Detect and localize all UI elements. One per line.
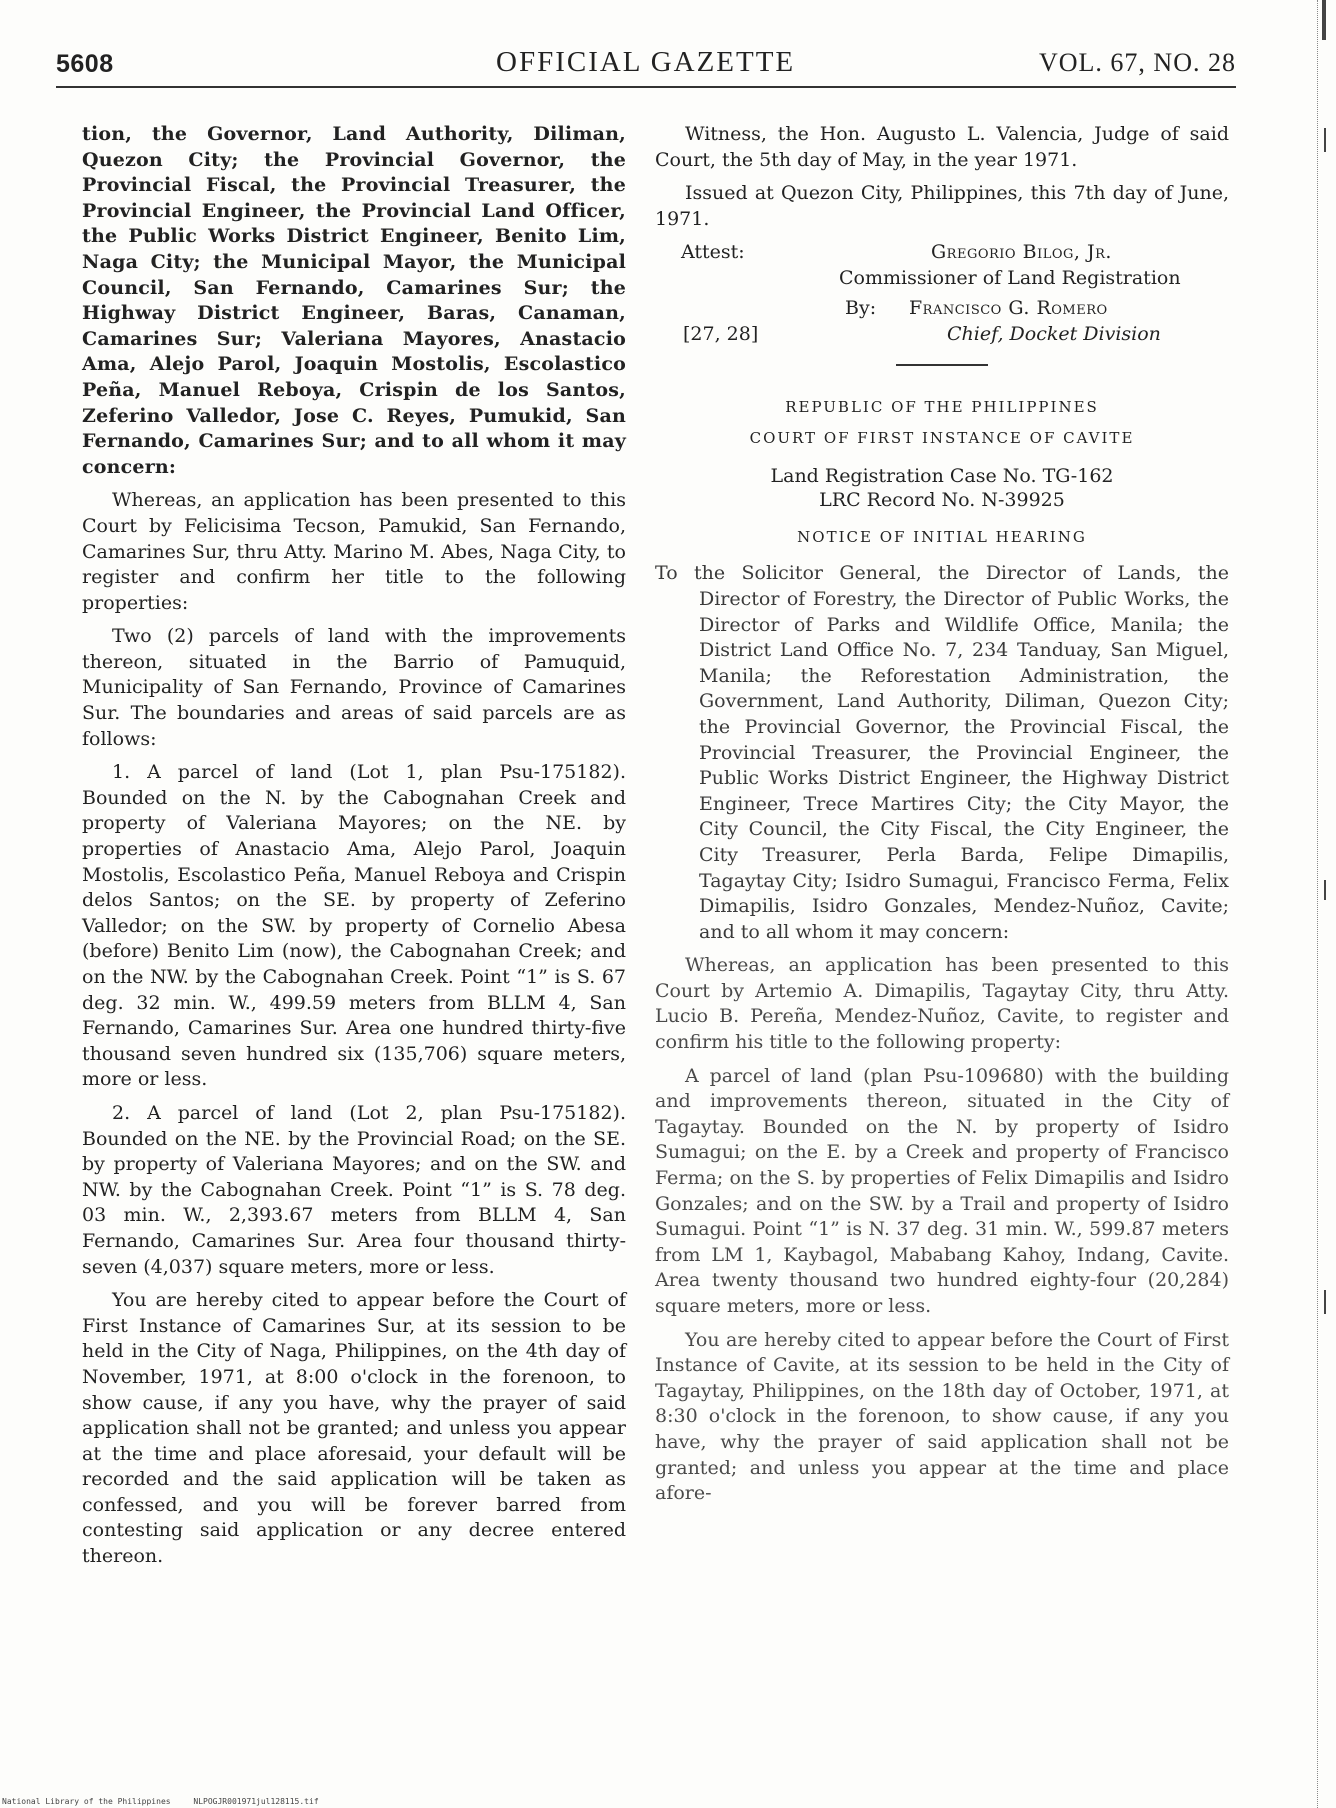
case-number: Land Registration Case No. TG-162	[770, 465, 1114, 488]
parcels-intro: Two (2) parcels of land with the improvements thereon, situated in the Barrio of Pamuquid, Municipality of San Fernando, Province of Camarines Sur. The boundaries and areas of said parcels are as follows:	[82, 625, 626, 750]
addressee-list: To the Solicitor General, the Director of Lands, the Director of Forestry, the Director of Public Works, the Director of Parks and Wildlife Office, Manila; the District Land Office No. 7, 234 Tanduay, San Miguel, Manila; the Reforestation Administration, the Government, Land Authority, Diliman, Quezon City; the Provincial Governor, the Provincial Fiscal, the Provincial Treasurer, the Provincial Engineer, the Public Works District Engineer, the Highway District Engineer, Trece Martires City; the City Mayor, the City Council, the City Fiscal, the City Engineer, the City Treasurer, Perla Barda, Felipe Dimapilis, Tagaytay City; Isidro Sumagui, Francisco Ferma, Felix Dimapilis, Isidro Gonzales, Mendez-Nuñoz, Cavite; and to all whom it may concern:	[655, 562, 1229, 943]
binding-mark	[1322, 0, 1326, 40]
lot-1-description: 1. A parcel of land (Lot 1, plan Psu-175182). Bounded on the N. by the Cabognahan Creek and property of Valeriana Mayores; on the NE. by properties of Anastacio Ama, Alejo Parol, Joaquin Mostolis, Escolastico Peña, Manuel Reboya and Crispin delos Santos; on the SE. by property of Zeferino Valledor; on the SW. by property of Cornelio Abesa (before) Benito Lim (now), the Cabognahan Creek; and on the NW. by the Cabognahan Creek. Point “1” is S. 67 deg. 32 min. W., 499.59 meters from BLLM 4, San Fernando, Camarines Sur. Area one hundred thirty-five thousand seven hundred six (135,706) square meters, more or less.	[82, 761, 626, 1091]
scan-filename: NLPOGJR001971jul128115.tif	[193, 1797, 319, 1806]
page-number: 5608	[56, 50, 114, 78]
lrc-record-number: LRC Record No. N-39925	[819, 489, 1065, 512]
parcel-description: A parcel of land (plan Psu-109680) with the building and improvements thereon, situated in the City of Tagaytay. Bounded on the N. by property of Isidro Sumagui; on the E. by a Creek and property of Francisco Ferma; on the S. by properties of Felix Dimapilis and Isidro Gonzales; and on the SW. by a Trail and property of Isidro Sumagui. Point “1” is N. 37 deg. 31 min. W., 599.87 meters from LM 1, Kaybagol, Mababang Kahoy, Indang, Cavite. Area twenty thousand two hundred eighty-four (20,284) square meters, more or less.	[655, 1064, 1229, 1317]
signatory-1-name: Gregorio Bilog, Jr.	[931, 241, 1112, 264]
signatory-2-name: Francisco G. Romero	[909, 297, 1108, 320]
citation-paragraph: You are hereby cited to appear before the Court of First Instance of Camarines Sur, at its session to be held in the City of Naga, Philippines, on the 4th day of November, 1971, at 8:00 o'clock in the forenoon, to show cause, if any you have, why the prayer of said application shall not be granted; and unless you appear at the time and place aforesaid, your default will be recorded and the said application will be taken as confessed, and you will be forever barred from contesting said application or any decree entered thereon.	[82, 1289, 626, 1568]
publication-title: OFFICIAL GAZETTE	[496, 46, 796, 78]
binding-edge	[1317, 0, 1330, 1808]
signatory-1-title: Commissioner of Land Registration	[839, 267, 1181, 290]
header-rule	[56, 86, 1236, 88]
whereas-paragraph-cavite: Whereas, an application has been presented to this Court by Artemio A. Dimapilis, Tagaytay City, thru Atty. Lucio B. Pereña, Mendez-Nuñoz, Cavite, to register and confirm his title to the following property:	[655, 954, 1229, 1054]
scan-footer	[2, 1797, 337, 1806]
right-column	[655, 122, 1229, 1515]
issue-reference: [27, 28]	[683, 323, 759, 346]
binding-mark	[1324, 1290, 1326, 1314]
witness-paragraph: Witness, the Hon. Augusto L. Valencia, Judge of said Court, the 5th day of May, in the year 1971.	[655, 123, 1229, 171]
library-credit: National Library of the Philippines	[2, 1797, 171, 1806]
volume-number: VOL. 67, NO. 28	[1039, 48, 1236, 77]
binding-mark	[1324, 880, 1326, 900]
whereas-paragraph: Whereas, an application has been presented to this Court by Felicisima Tecson, Pamukid, San Fernando, Camarines Sur, thru Atty. Marino M. Abes, Naga City, to register and confirm her title to the following properties:	[82, 489, 626, 614]
left-column	[82, 122, 626, 1578]
lot-2-description: 2. A parcel of land (Lot 2, plan Psu-175182). Bounded on the NE. by the Provincial Road; on the SE. by property of Valeriana Mayores; and on the SW. and NW. by the Cabognahan Creek. Point “1” is S. 78 deg. 03 min. W., 2,393.67 meters from BLLM 4, San Fernando, Camarines Sur. Area four thousand thirty-seven (4,037) square meters, more or less.	[82, 1101, 626, 1278]
citation-paragraph-cavite: You are hereby cited to appear before the Court of First Instance of Cavite, at its session to be held in the City of Tagaytay, Philippines, on the 18th day of October, 1971, at 8:30 o'clock in the forenoon, to show cause, if any you have, why the prayer of said application shall not be granted; and unless you appear at the time and place afore-	[655, 1328, 1229, 1505]
attest-label: Attest:	[681, 241, 745, 264]
signatory-2-title: Chief, Docket Division	[947, 323, 1161, 346]
page-header	[56, 46, 1236, 86]
section-separator	[896, 364, 988, 366]
addressee-continuation: tion, the Governor, Land Authority, Diliman, Quezon City; the Provincial Governor, the Provincial Fiscal, the Provincial Treasurer, the Provincial Engineer, the Provincial Land Officer, the Public Works District Engineer, Benito Lim, Naga City; the Municipal Mayor, the Municipal Council, San Fernando, Camarines Sur; the Highway District Engineer, Baras, Canaman, Camarines Sur; Valeriana Mayores, Anastacio Ama, Alejo Parol, Joaquin Mostolis, Escolastico Peña, Manuel Reboya, Crispin de los Santos, Zeferino Valledor, Jose C. Reyes, Pumukid, San Fernando, Camarines Sur; and to all whom it may concern:	[82, 123, 626, 478]
court-heading: COURT OF FIRST INSTANCE OF CAVITE	[749, 429, 1135, 448]
case-numbers	[655, 464, 1229, 512]
notice-title: NOTICE OF INITIAL HEARING	[797, 528, 1087, 547]
binding-mark	[1324, 128, 1326, 152]
issued-paragraph: Issued at Quezon City, Philippines, this 7th day of June, 1971.	[655, 182, 1229, 230]
attestation-block	[655, 240, 1229, 346]
republic-heading: REPUBLIC OF THE PHILIPPINES	[785, 398, 1099, 417]
by-label: By:	[845, 297, 877, 320]
